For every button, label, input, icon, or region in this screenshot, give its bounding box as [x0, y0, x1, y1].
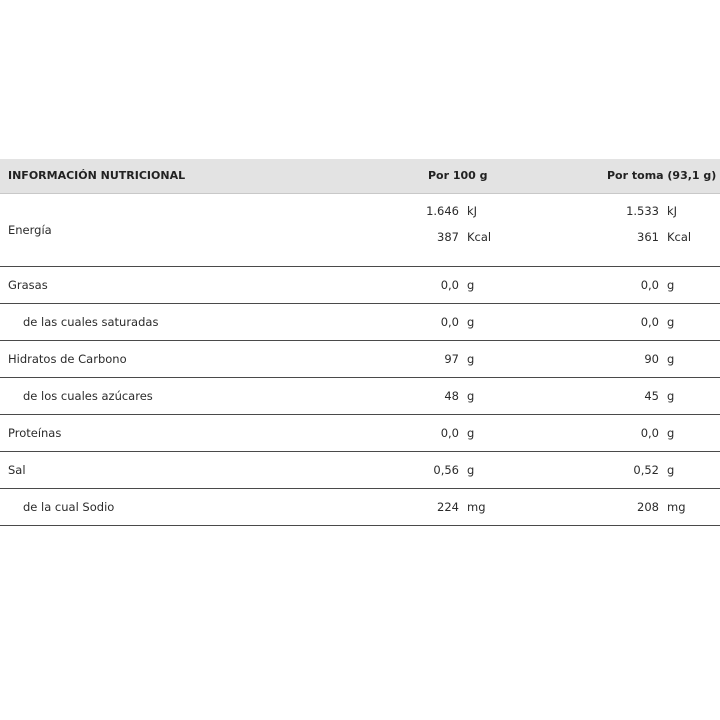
unit: kJ — [467, 204, 478, 218]
value-per-serving — [626, 452, 674, 488]
value: 0,0 — [640, 278, 659, 292]
table-row-carbohydrates — [0, 341, 720, 378]
value-per-serving — [626, 489, 686, 525]
energy-kj-per-100g — [426, 203, 477, 219]
row-label: Grasas — [8, 278, 48, 292]
value-per-100g — [426, 452, 474, 488]
table-row-protein — [0, 415, 720, 452]
row-label: Hidratos de Carbono — [8, 352, 127, 366]
unit: g — [667, 426, 675, 440]
unit: g — [467, 463, 475, 477]
unit: g — [467, 352, 475, 366]
unit: mg — [667, 500, 686, 514]
value: 224 — [437, 500, 459, 514]
table-row-sugars — [0, 378, 720, 415]
row-label: de las cuales saturadas — [23, 315, 159, 329]
value-per-serving — [626, 378, 674, 414]
unit: g — [467, 315, 475, 329]
unit: Kcal — [467, 230, 492, 244]
header-per-serving: Por toma (93,1 g) — [607, 169, 717, 182]
table-header — [0, 159, 720, 194]
value: 387 — [437, 230, 459, 244]
row-label: de los cuales azúcares — [23, 389, 153, 403]
table-row-fat — [0, 267, 720, 304]
value-per-100g — [426, 378, 474, 414]
value: 45 — [644, 389, 659, 403]
unit: Kcal — [667, 230, 692, 244]
table-row-saturated-fat — [0, 304, 720, 341]
table-row-sodium — [0, 489, 720, 526]
value: 0,0 — [640, 426, 659, 440]
value-per-serving — [626, 415, 674, 451]
row-label: Sal — [8, 463, 26, 477]
value: 0,52 — [633, 463, 659, 477]
value-per-100g — [426, 304, 474, 340]
header-title: INFORMACIÓN NUTRICIONAL — [8, 169, 186, 182]
unit: g — [467, 389, 475, 403]
unit: kJ — [667, 204, 678, 218]
energy-kj-per-serving — [626, 203, 677, 219]
value-per-serving — [626, 304, 674, 340]
value-per-100g — [426, 415, 474, 451]
nutrition-table — [0, 159, 720, 526]
value: 90 — [644, 352, 659, 366]
table-row-energy — [0, 194, 720, 267]
unit: g — [467, 278, 475, 292]
unit: g — [667, 352, 675, 366]
energy-kcal-per-100g — [426, 229, 491, 245]
value: 361 — [637, 230, 659, 244]
value-per-100g — [426, 267, 474, 303]
unit: g — [667, 315, 675, 329]
header-per-100g: Por 100 g — [428, 169, 488, 182]
value: 97 — [444, 352, 459, 366]
unit: g — [667, 389, 675, 403]
unit: mg — [467, 500, 486, 514]
value-per-serving — [626, 267, 674, 303]
unit: g — [467, 426, 475, 440]
value-per-100g — [426, 489, 486, 525]
unit: g — [667, 463, 675, 477]
unit: g — [667, 278, 675, 292]
value: 0,0 — [440, 278, 459, 292]
row-label: de la cual Sodio — [23, 500, 115, 514]
value: 0,0 — [640, 315, 659, 329]
value: 0,56 — [433, 463, 459, 477]
value-per-100g — [426, 341, 474, 377]
value: 1.533 — [626, 204, 659, 218]
value: 0,0 — [440, 315, 459, 329]
value-per-serving — [626, 341, 674, 377]
row-label: Proteínas — [8, 426, 62, 440]
row-label: Energía — [8, 223, 52, 237]
value: 1.646 — [426, 204, 459, 218]
value: 48 — [444, 389, 459, 403]
value: 208 — [637, 500, 659, 514]
energy-kcal-per-serving — [626, 229, 691, 245]
value: 0,0 — [440, 426, 459, 440]
table-row-salt — [0, 452, 720, 489]
